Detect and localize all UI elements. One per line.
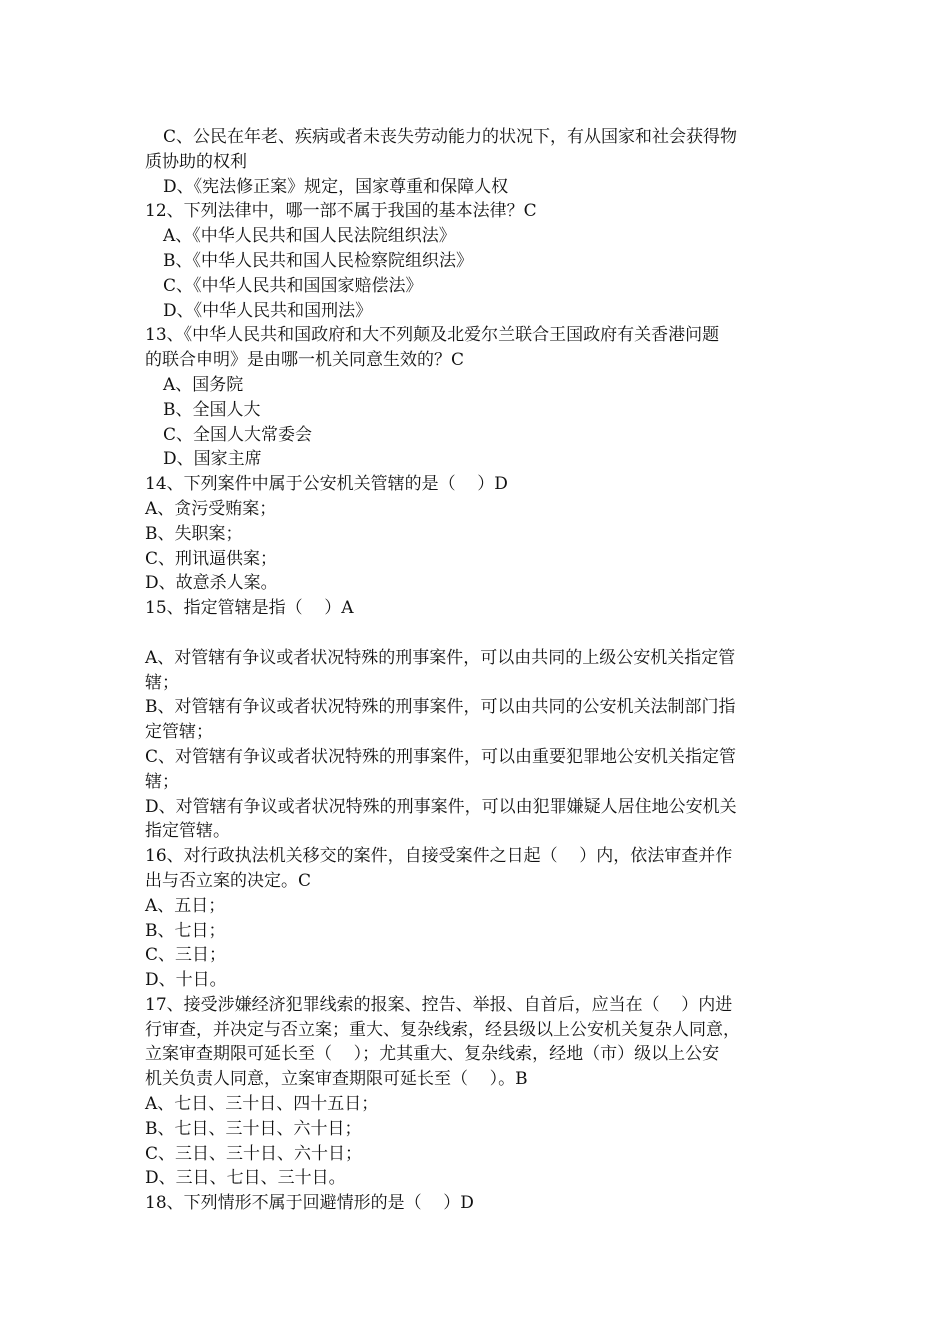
q12-option-c: C、《中华人民共和国国家赔偿法》 [163,275,423,296]
q17-option-c: C、三日、三十日、六十日； [145,1143,363,1164]
q15-option-c-line1: C、对管辖有争议或者状况特殊的刑事案件，可以由重要犯罪地公安机关指定管 [145,746,737,767]
q12-option-d: D、《中华人民共和国刑法》 [163,300,373,321]
q16-option-d: D、十日。 [145,970,227,991]
q16-option-b: B、七日； [145,920,226,941]
document-page [145,125,825,1216]
blank-line [145,621,825,646]
q13-option-d: D、国家主席 [163,449,262,470]
q12-stem: 12、下列法律中，哪一部不属于我国的基本法律？C [145,201,537,222]
q15-option-a-line2: 辖； [145,672,179,693]
q12-option-b: B、《中华人民共和国人民检察院组织法》 [163,250,473,271]
q17-stem-line3: 立案审查期限可延长至（ ）；尤其重大、复杂线索，经地（市）级以上公安 [145,1044,720,1065]
q17-stem-line2: 行审查，并决定与否立案；重大、复杂线索，经县级以上公安机关复杂人同意， [145,1019,740,1040]
q17-option-a: A、七日、三十日、四十五日； [145,1094,379,1115]
q15-option-d-line1: D、对管辖有争议或者状况特殊的刑事案件，可以由犯罪嫌疑人居住地公安机关 [145,796,737,817]
q13-option-b: B、全国人大 [163,399,261,420]
q15-option-d-line2: 指定管辖。 [145,821,230,842]
q17-stem-line4: 机关负责人同意，立案审查期限可延长至（ ）。B [145,1069,528,1090]
q13-stem-line1: 13、《中华人民共和国政府和大不列颠及北爱尔兰联合王国政府有关香港问题 [145,325,720,346]
q14-option-c: C、刑讯逼供案； [145,548,278,569]
q15-option-c-line2: 辖； [145,771,179,792]
q16-stem-line2: 出与否立案的决定。C [145,870,312,891]
q14-stem: 14、下列案件中属于公安机关管辖的是（ ）D [145,474,508,495]
q15-option-a-line1: A、对管辖有争议或者状况特殊的刑事案件，可以由共同的上级公安机关指定管 [145,647,736,668]
q16-stem-line1: 16、对行政执法机关移交的案件，自接受案件之日起（ ）内，依法审查并作 [145,846,733,867]
q11-option-c-line2: 质协助的权利 [145,151,247,172]
q18-stem: 18、下列情形不属于回避情形的是（ ）D [145,1193,474,1214]
q15-option-b-line1: B、对管辖有争议或者状况特殊的刑事案件，可以由共同的公安机关法制部门指 [145,697,736,718]
q11-option-d: D、《宪法修正案》规定，国家尊重和保障人权 [163,176,509,197]
q16-option-a: A、五日； [145,895,226,916]
q17-option-b: B、七日、三十日、六十日； [145,1118,362,1139]
q13-stem-line2: 的联合申明》是由哪一机关同意生效的？C [145,350,465,371]
q17-stem-line1: 17、接受涉嫌经济犯罪线索的报案、控告、举报、自首后，应当在（ ）内进 [145,994,733,1015]
q17-option-d: D、三日、七日、三十日。 [145,1168,346,1189]
q13-option-c: C、全国人大常委会 [163,424,313,445]
q14-option-d: D、故意杀人案。 [145,573,278,594]
q14-option-a: A、贪污受贿案； [145,498,277,519]
q16-option-c: C、三日； [145,945,227,966]
q11-option-c-line1: C、公民在年老、疾病或者未丧失劳动能力的状况下，有从国家和社会获得物 [163,127,738,147]
q13-option-a: A、国务院 [163,374,244,395]
q15-option-b-line2: 定管辖； [145,722,213,743]
q12-option-a: A、《中华人民共和国人民法院组织法》 [163,226,456,247]
q14-option-b: B、失职案； [145,523,243,544]
q15-stem: 15、指定管辖是指（ ）A [145,598,354,619]
